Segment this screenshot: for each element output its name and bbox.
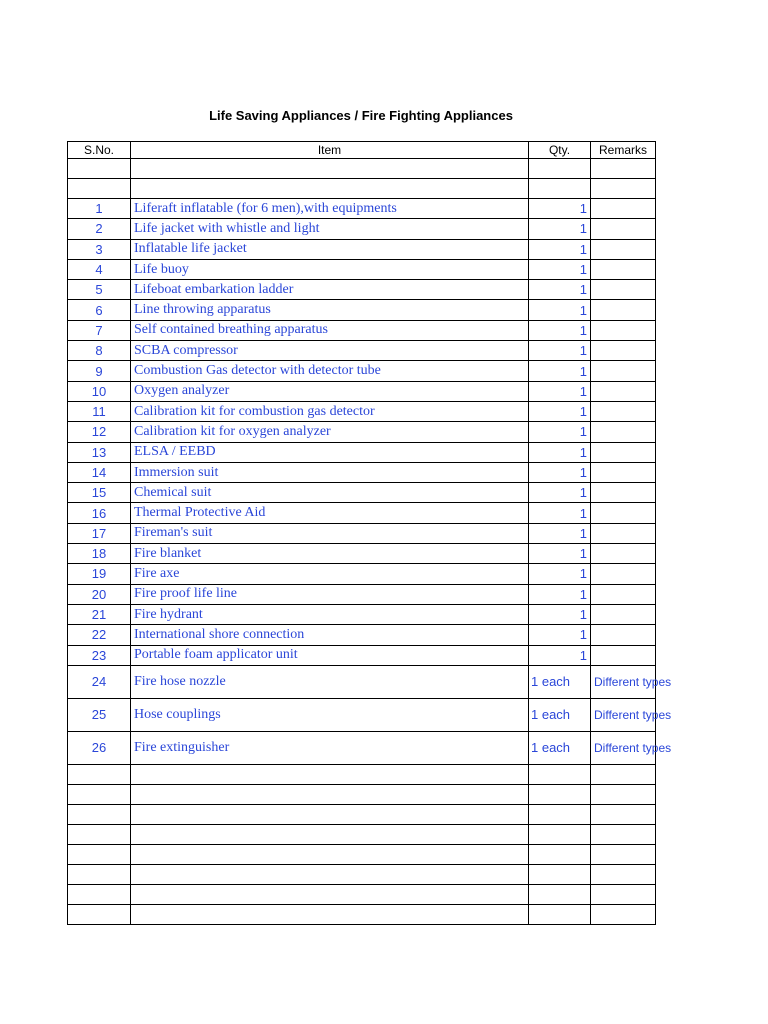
table-row xyxy=(68,442,656,462)
row-qty: 1 xyxy=(529,239,591,259)
row-sno: 11 xyxy=(68,401,131,421)
row-item: Fire axe xyxy=(131,564,529,584)
empty-cell xyxy=(529,179,591,199)
row-item: Life buoy xyxy=(131,259,529,279)
row-qty: 1 xyxy=(529,361,591,381)
row-remarks xyxy=(591,523,656,543)
empty-cell xyxy=(68,804,131,824)
row-item: Oxygen analyzer xyxy=(131,381,529,401)
empty-cell xyxy=(591,179,656,199)
row-item: SCBA compressor xyxy=(131,341,529,361)
row-sno: 26 xyxy=(68,731,131,764)
row-qty: 1 xyxy=(529,401,591,421)
row-qty: 1 xyxy=(529,259,591,279)
empty-cell xyxy=(591,844,656,864)
row-qty: 1 xyxy=(529,381,591,401)
empty-cell xyxy=(529,864,591,884)
empty-cell xyxy=(131,764,529,784)
row-item: Immersion suit xyxy=(131,462,529,482)
row-remarks xyxy=(591,401,656,421)
empty-row xyxy=(68,824,656,844)
row-sno: 24 xyxy=(68,665,131,698)
empty-cell xyxy=(131,844,529,864)
table-row xyxy=(68,320,656,340)
table-row xyxy=(68,361,656,381)
row-item: Line throwing apparatus xyxy=(131,300,529,320)
row-item: Self contained breathing apparatus xyxy=(131,320,529,340)
row-sno: 2 xyxy=(68,219,131,239)
row-remarks xyxy=(591,199,656,219)
empty-cell xyxy=(591,824,656,844)
row-sno: 7 xyxy=(68,320,131,340)
row-item: ELSA / EEBD xyxy=(131,442,529,462)
empty-cell xyxy=(131,179,529,199)
table-row xyxy=(68,422,656,442)
row-item: Fire extinguisher xyxy=(131,731,529,764)
empty-cell xyxy=(68,864,131,884)
row-qty: 1 xyxy=(529,483,591,503)
row-sno: 23 xyxy=(68,645,131,665)
empty-cell xyxy=(529,884,591,904)
empty-cell xyxy=(591,864,656,884)
table-row xyxy=(68,381,656,401)
table-row xyxy=(68,564,656,584)
table-row xyxy=(68,259,656,279)
row-item: Thermal Protective Aid xyxy=(131,503,529,523)
row-qty: 1 each xyxy=(529,665,591,698)
row-remarks xyxy=(591,422,656,442)
page-title: Life Saving Appliances / Fire Fighting Appliances xyxy=(209,108,513,123)
row-item: Fire hydrant xyxy=(131,604,529,624)
row-qty: 1 xyxy=(529,462,591,482)
row-qty: 1 xyxy=(529,320,591,340)
row-sno: 15 xyxy=(68,483,131,503)
empty-cell xyxy=(68,764,131,784)
row-remarks xyxy=(591,381,656,401)
table-row xyxy=(68,604,656,624)
row-qty: 1 xyxy=(529,280,591,300)
row-remarks xyxy=(591,584,656,604)
empty-cell xyxy=(591,159,656,179)
header-qty: Qty. xyxy=(529,142,591,159)
row-sno: 4 xyxy=(68,259,131,279)
table-row xyxy=(68,341,656,361)
row-sno: 22 xyxy=(68,625,131,645)
empty-row xyxy=(68,864,656,884)
row-remarks xyxy=(591,239,656,259)
empty-cell xyxy=(68,159,131,179)
empty-cell xyxy=(529,764,591,784)
row-remarks: Different types xyxy=(591,665,656,698)
empty-row xyxy=(68,764,656,784)
row-sno: 19 xyxy=(68,564,131,584)
row-remarks xyxy=(591,219,656,239)
row-qty: 1 xyxy=(529,584,591,604)
table-row xyxy=(68,523,656,543)
row-sno: 18 xyxy=(68,544,131,564)
row-remarks xyxy=(591,544,656,564)
row-remarks xyxy=(591,483,656,503)
empty-row xyxy=(68,804,656,824)
row-remarks xyxy=(591,361,656,381)
empty-cell xyxy=(68,824,131,844)
row-remarks xyxy=(591,625,656,645)
row-remarks xyxy=(591,645,656,665)
row-sno: 3 xyxy=(68,239,131,259)
table-header-row xyxy=(68,142,656,159)
table-row xyxy=(68,300,656,320)
row-qty: 1 xyxy=(529,625,591,645)
row-qty: 1 xyxy=(529,523,591,543)
row-remarks xyxy=(591,259,656,279)
empty-cell xyxy=(131,784,529,804)
empty-cell xyxy=(591,804,656,824)
row-sno: 16 xyxy=(68,503,131,523)
table-row xyxy=(68,625,656,645)
empty-cell xyxy=(68,884,131,904)
table-row xyxy=(68,199,656,219)
table-row xyxy=(68,698,656,731)
empty-row xyxy=(68,904,656,924)
row-item: Life jacket with whistle and light xyxy=(131,219,529,239)
row-remarks xyxy=(591,320,656,340)
row-item: Fireman's suit xyxy=(131,523,529,543)
header-remarks: Remarks xyxy=(591,142,656,159)
empty-row xyxy=(68,844,656,864)
row-remarks xyxy=(591,604,656,624)
table-row xyxy=(68,239,656,259)
row-item: Chemical suit xyxy=(131,483,529,503)
empty-cell xyxy=(68,844,131,864)
empty-cell xyxy=(591,764,656,784)
empty-cell xyxy=(591,884,656,904)
row-item: Fire blanket xyxy=(131,544,529,564)
table-row xyxy=(68,462,656,482)
row-remarks xyxy=(591,442,656,462)
empty-cell xyxy=(68,179,131,199)
table-row xyxy=(68,544,656,564)
row-remarks xyxy=(591,564,656,584)
header-item: Item xyxy=(131,142,529,159)
table-row xyxy=(68,731,656,764)
row-item: Lifeboat embarkation ladder xyxy=(131,280,529,300)
empty-cell xyxy=(131,824,529,844)
header-sno: S.No. xyxy=(68,142,131,159)
row-remarks xyxy=(591,280,656,300)
row-item: Combustion Gas detector with detector tube xyxy=(131,361,529,381)
empty-cell xyxy=(529,159,591,179)
row-sno: 9 xyxy=(68,361,131,381)
empty-cell xyxy=(131,804,529,824)
row-item: Calibration kit for oxygen analyzer xyxy=(131,422,529,442)
row-sno: 14 xyxy=(68,462,131,482)
row-item: Fire proof life line xyxy=(131,584,529,604)
row-qty: 1 each xyxy=(529,731,591,764)
row-sno: 17 xyxy=(68,523,131,543)
row-remarks xyxy=(591,341,656,361)
table-row xyxy=(68,503,656,523)
row-item: Hose couplings xyxy=(131,698,529,731)
table-row xyxy=(68,665,656,698)
row-qty: 1 xyxy=(529,503,591,523)
table-row xyxy=(68,584,656,604)
empty-row xyxy=(68,884,656,904)
row-qty: 1 xyxy=(529,645,591,665)
empty-cell xyxy=(529,784,591,804)
row-remarks: Different types xyxy=(591,698,656,731)
row-sno: 25 xyxy=(68,698,131,731)
table-row xyxy=(68,483,656,503)
row-qty: 1 xyxy=(529,300,591,320)
row-qty: 1 xyxy=(529,199,591,219)
empty-cell xyxy=(68,904,131,924)
empty-cell xyxy=(529,844,591,864)
row-qty: 1 each xyxy=(529,698,591,731)
appliances-table xyxy=(67,141,672,925)
empty-row xyxy=(68,159,656,179)
row-sno: 5 xyxy=(68,280,131,300)
empty-cell xyxy=(131,159,529,179)
empty-row xyxy=(68,179,656,199)
empty-cell xyxy=(131,864,529,884)
row-sno: 20 xyxy=(68,584,131,604)
row-remarks: Different types xyxy=(591,731,656,764)
row-qty: 1 xyxy=(529,219,591,239)
table-row xyxy=(68,645,656,665)
row-sno: 10 xyxy=(68,381,131,401)
row-sno: 6 xyxy=(68,300,131,320)
row-item: Fire hose nozzle xyxy=(131,665,529,698)
row-item: Calibration kit for combustion gas detector xyxy=(131,401,529,421)
row-sno: 8 xyxy=(68,341,131,361)
row-item: International shore connection xyxy=(131,625,529,645)
row-qty: 1 xyxy=(529,442,591,462)
empty-cell xyxy=(591,784,656,804)
empty-cell xyxy=(529,804,591,824)
empty-cell xyxy=(131,884,529,904)
table-row xyxy=(68,280,656,300)
row-item: Inflatable life jacket xyxy=(131,239,529,259)
row-sno: 1 xyxy=(68,199,131,219)
row-item: Portable foam applicator unit xyxy=(131,645,529,665)
row-sno: 13 xyxy=(68,442,131,462)
row-qty: 1 xyxy=(529,422,591,442)
empty-cell xyxy=(529,824,591,844)
row-qty: 1 xyxy=(529,564,591,584)
row-sno: 21 xyxy=(68,604,131,624)
table-row xyxy=(68,219,656,239)
row-qty: 1 xyxy=(529,544,591,564)
empty-row xyxy=(68,784,656,804)
row-remarks xyxy=(591,503,656,523)
row-remarks xyxy=(591,462,656,482)
row-sno: 12 xyxy=(68,422,131,442)
empty-cell xyxy=(68,784,131,804)
row-remarks xyxy=(591,300,656,320)
empty-cell xyxy=(591,904,656,924)
table-row xyxy=(68,401,656,421)
row-qty: 1 xyxy=(529,341,591,361)
empty-cell xyxy=(131,904,529,924)
empty-cell xyxy=(529,904,591,924)
row-qty: 1 xyxy=(529,604,591,624)
row-item: Liferaft inflatable (for 6 men),with equipments xyxy=(131,199,529,219)
